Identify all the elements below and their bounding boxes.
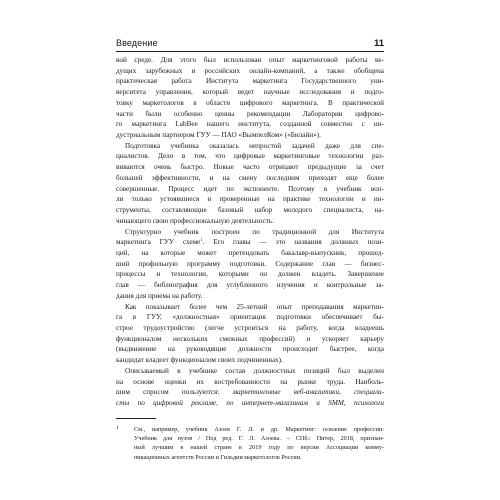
text-line: Структурно учебник построен по традиционной для Института <box>125 227 384 236</box>
text-line: Как показывает более чем 25-летний опыт преподавания маркетин- <box>125 302 384 311</box>
text-line: ций, на которые может претендовать бакалавр-выпускник, прошед- <box>116 248 384 257</box>
text-line: части были особенно ценны рекомендации Лаборатории цифрово- <box>116 109 384 118</box>
text-line: виваются очень быстро. Новые часто отрицают предыдущие за счет <box>116 163 384 172</box>
text-line: циалистов. Дело в том, что цифровые маркетинговые технологии раз- <box>116 152 384 161</box>
text-line: верситета управления, который ведет научные исследования и подго- <box>116 88 384 97</box>
text-line: дустриальным партнером ГУУ — ПАО «ВымпелКом» («Билайн»). <box>116 131 321 140</box>
text-line: Описываемый в учебнике состав должностных позиций был выделен <box>125 366 384 375</box>
text-line: дания для приема на работу. <box>116 291 203 300</box>
text-line: (выдвижение на руководящие должности происходит быстрее, когда <box>116 345 384 354</box>
text-line: на основе оценки их востребованности на рынке труда. Наиболь- <box>116 377 384 386</box>
text-line: Подготовка учебника оказалась непростой задачей даже для спе- <box>125 141 384 150</box>
text-line: струменты, составляющие базовый набор молодого специалиста, на- <box>116 206 384 215</box>
text-line: вой среде. Для этого был использован опыт маркетинговой работы ве- <box>116 56 384 64</box>
section-title: Введение <box>116 38 158 48</box>
text-line: ли только устоявшиеся и проверенные на практике технологии и ин- <box>116 195 384 204</box>
text-line: шим спросом пользуются: маркетинговые веб-аналитики, специали- <box>116 388 384 397</box>
text-line: процессы и технологии, которыми он должен владеть. Завершение <box>116 270 384 279</box>
text-line: практическая работа Института маркетинга Государственного уни- <box>116 77 384 86</box>
footnote-ref: 1 <box>200 237 203 243</box>
text-line: строе трудоустройство (легче устроиться на работу, когда владеешь <box>116 323 384 332</box>
book-page <box>116 38 384 462</box>
text-line: го маркетинга LabBee нашего института, созданной совместно с ин- <box>116 120 384 129</box>
body-text <box>116 55 384 409</box>
text-line: ший профильную программу подготовки. Содержание глав — бизнес- <box>116 259 384 268</box>
footnote-line: никационных агентств России и Гильдии маркетологов России. <box>134 453 302 461</box>
text-line: дущих зарубежных и российских онлайн-компаний, а также обобщена <box>116 66 384 75</box>
text-line: совершенные. Процесс идет по экспоненте. Поэтому в учебник воп- <box>116 184 384 193</box>
text-line: глав — библиография для углубленного изучения и контрольные за- <box>116 281 384 290</box>
footnote <box>116 425 384 462</box>
text-line: функционалом нескольких смежных профессий) и ускоряет карьеру <box>116 334 384 343</box>
text-line: товку маркетологов в области цифрового маркетинга. В практической <box>116 98 384 107</box>
footnote-line: Учебник для вузов / Под ред. Г. Л. Азоева. – СПб.: Питер, 2018, признан- <box>134 435 384 443</box>
footnote-line: ный лучшим в нашей стране в 2019 году по версии Ассоциации комму- <box>134 444 384 452</box>
page-number: 11 <box>373 38 384 49</box>
text-line: кандидат владеет функционалом своих подчиненных). <box>116 356 283 365</box>
running-header <box>116 38 384 52</box>
footnote-line: См., например, учебник Азоев Г. Л. и др. Маркетинг: освоение профессии: <box>134 425 384 433</box>
footnote-rule <box>116 418 156 419</box>
text-line: сты по цифровой рекламе, по интернет-магазинам и SMM, психологи <box>116 399 384 407</box>
footnote-mark: 1 <box>116 424 119 431</box>
text-line: маркетинга ГУУ схеме$^1$. Его главы — это названия должных пози- <box>116 237 384 247</box>
text-line: чинающего свою профессиональную деятельность. <box>116 216 274 225</box>
text-line: га в ГУУ, «должностная» ориентация подготовки обеспечивает бы- <box>116 313 384 322</box>
text-line: большей эффективности, и на смену последним приходят еще более <box>116 173 384 182</box>
